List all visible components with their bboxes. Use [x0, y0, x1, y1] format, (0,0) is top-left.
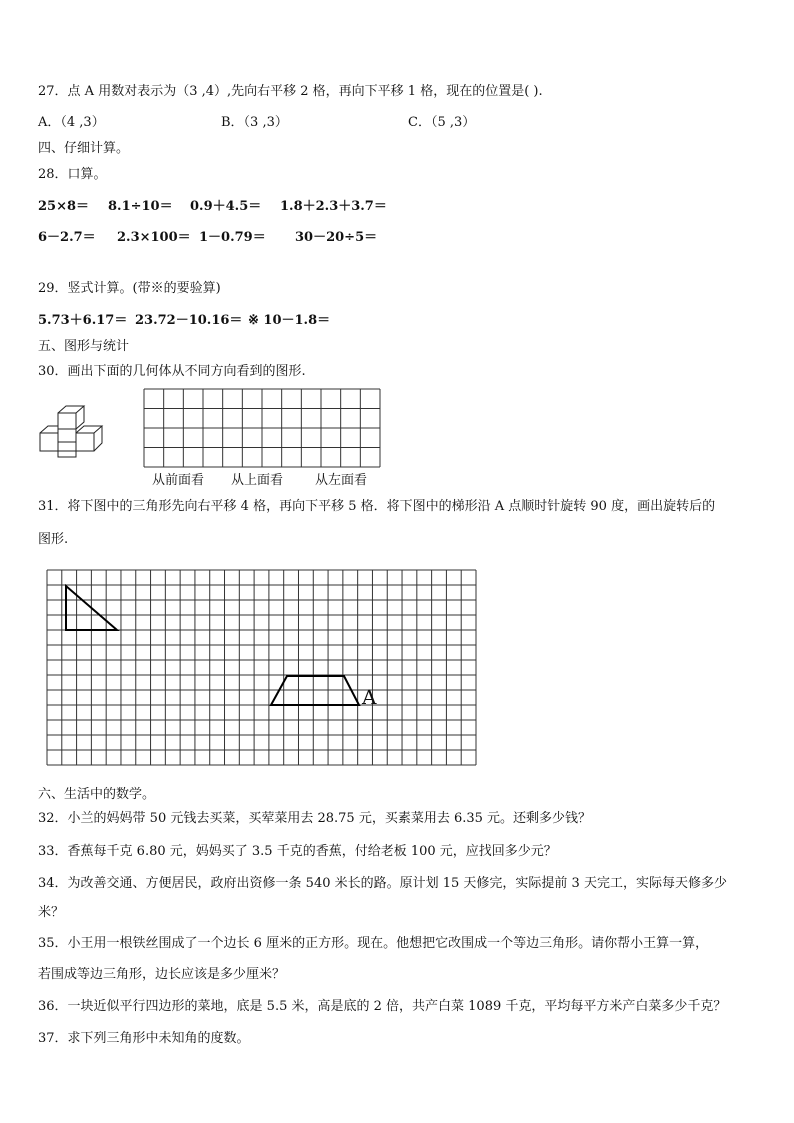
q27-option-c: C．（5 ,3） [408, 115, 476, 130]
q28-r1-c1: 25×8＝ [38, 199, 90, 214]
q28-title: 28．口算。 [38, 167, 107, 182]
q27-stem: 27．点 A 用数对表示为（3 ,4）,先向右平移 2 格，再向下平移 1 格，现在的位置是( ). [38, 84, 543, 99]
point-a-label: A [362, 685, 377, 709]
section-5-heading: 五、图形与统计 [38, 339, 130, 354]
q30-label-front: 从前面看 [152, 473, 205, 488]
section-4-heading: 四、仔细计算。 [38, 141, 130, 156]
q31-line-1: 31．将下图中的三角形先向右平移 4 格，再向下平移 5 格．将下图中的梯形沿 A 点顺时针旋转 90 度，画出旋转后的 [38, 499, 716, 514]
q29-item-2: 23.72－10.16＝ [135, 313, 243, 328]
q31-drawing-grid[interactable] [47, 570, 477, 766]
q30-title: 30．画出下面的几何体从不同方向看到的图形. [38, 364, 306, 379]
q28-r2-c2: 2.3×100＝ [117, 230, 191, 245]
q31-line-2: 图形. [38, 532, 69, 547]
q27-option-b: B．（3 ,3） [221, 115, 288, 130]
q28-r1-c2: 8.1÷10＝ [108, 199, 173, 214]
q29-title: 29．竖式计算。(带※的要验算) [38, 281, 221, 296]
q28-r2-c3: 1－0.79＝ [199, 230, 266, 245]
q34-line-1: 34．为改善交通、方便居民，政府出资修一条 540 米长的路。原计划 15 天修完，实际提前 3 天完工，实际每天修多少 [38, 876, 727, 891]
q30-drawing-grid[interactable] [144, 389, 381, 468]
q27-option-a: A．（4 ,3） [38, 115, 105, 130]
q36-text: 36．一块近似平行四边形的菜地，底是 5.5 米，高是底的 2 倍，共产白菜 1089 千克，平均每平方米产白菜多少千克？ [38, 999, 727, 1014]
q34-line-2: 米？ [38, 905, 65, 920]
q30-label-top: 从上面看 [231, 473, 284, 488]
q32-text: 32．小兰的妈妈带 50 元钱去买菜，买荤菜用去 28.75 元，买素菜用去 6.35 元。还剩多少钱？ [38, 811, 592, 826]
q28-r1-c3: 0.9＋4.5＝ [190, 199, 262, 214]
q29-item-3: ※ 10－1.8＝ [248, 313, 331, 328]
cube-stack-figure [36, 405, 108, 460]
q33-text: 33．香蕉每千克 6.80 元，妈妈买了 3.5 千克的香蕉，付给老板 100 元，应找回多少元？ [38, 844, 557, 859]
section-6-heading: 六、生活中的数学。 [38, 787, 156, 802]
q28-r1-c4: 1.8＋2.3＋3.7＝ [280, 199, 387, 214]
q35-line-2: 若围成等边三角形，边长应该是多少厘米？ [38, 967, 286, 982]
q35-line-1: 35．小王用一根铁丝围成了一个边长 6 厘米的正方形。现在。他想把它改围成一个等边三角形。请你帮小王算一算， [38, 936, 709, 951]
q37-text: 37．求下列三角形中未知角的度数。 [38, 1031, 250, 1046]
q29-item-1: 5.73＋6.17＝ [38, 313, 128, 328]
q28-r2-c4: 30－20÷5＝ [295, 230, 378, 245]
q30-label-left: 从左面看 [315, 473, 368, 488]
q28-r2-c1: 6－2.7＝ [38, 230, 96, 245]
